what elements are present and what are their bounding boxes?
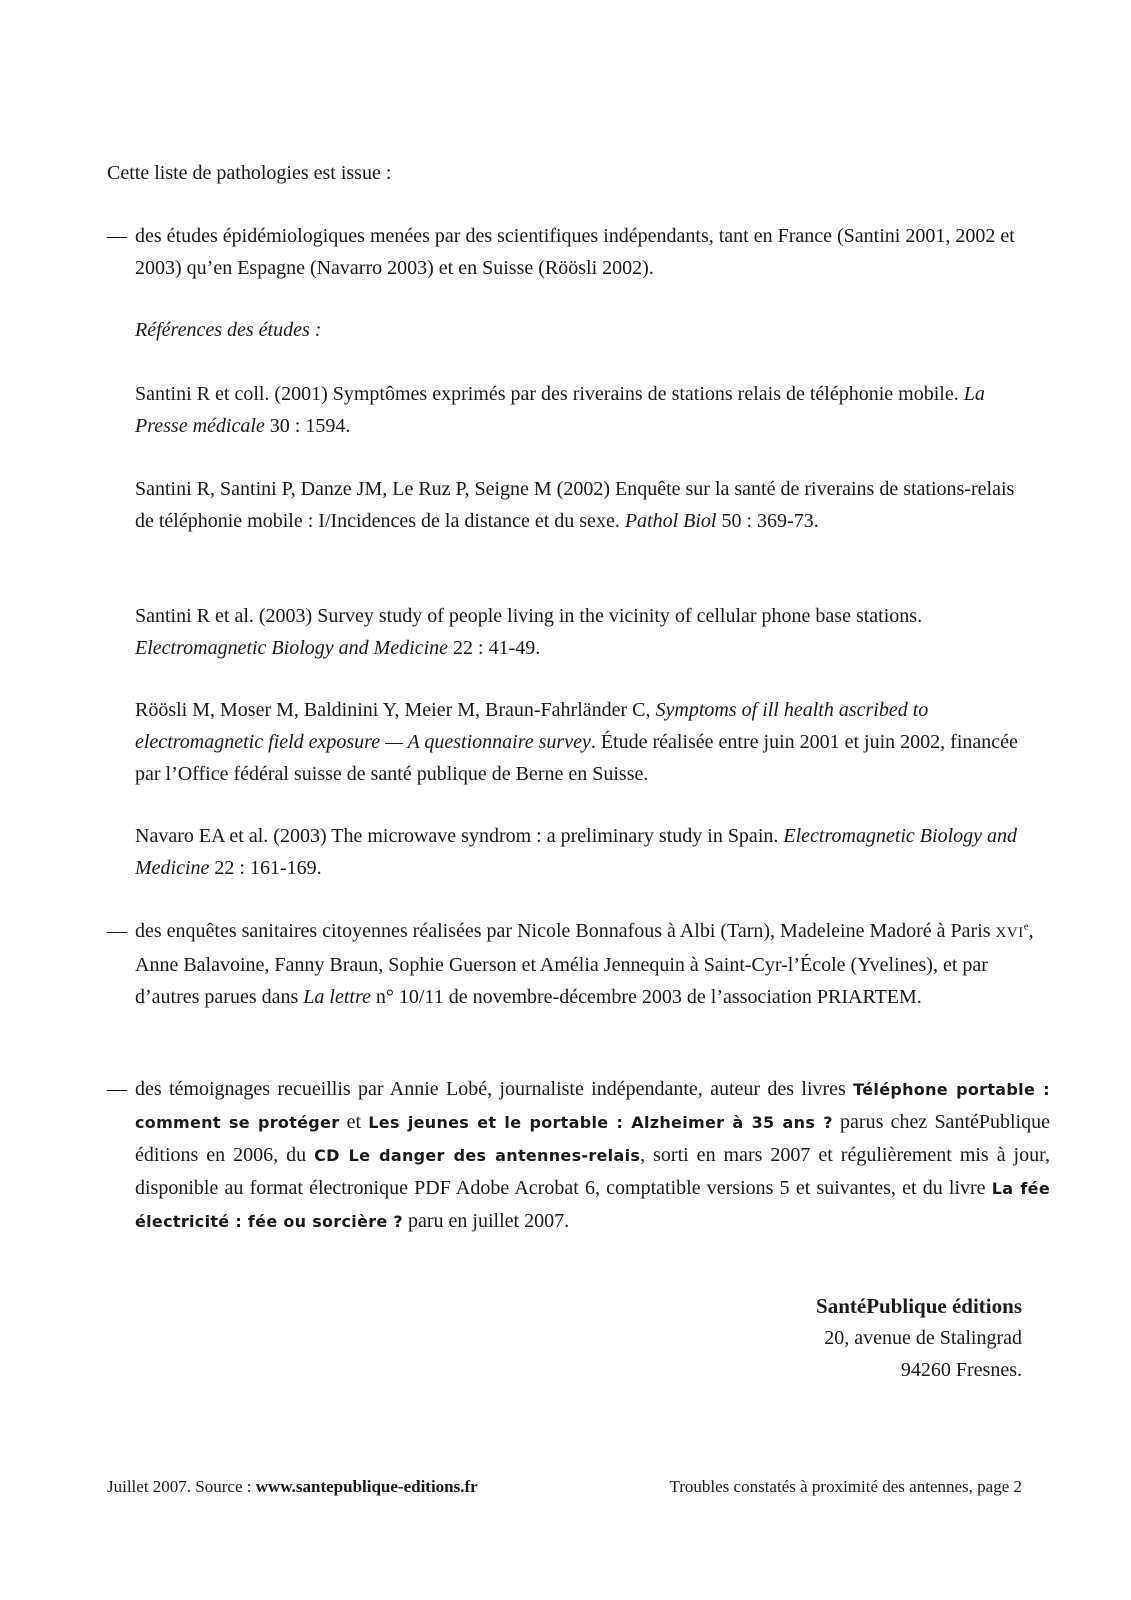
list-item-text: , Anne Balavoine, Fanny Braun, Sophie Guerson et Amélia Jennequin à Saint-Cyr-l’École (Yvelines), et par d’autres parues dans — [135, 920, 1034, 1008]
publisher-signature — [816, 1290, 1022, 1386]
publisher-city: 94260 Fresnes. — [900, 1359, 1022, 1381]
arrondissement-numeral: XVI — [995, 925, 1024, 941]
footer-page-label: Troubles constatés à proximité des antennes, page 2 — [669, 1477, 1022, 1496]
arrondissement-superscript: e — [1023, 920, 1029, 933]
dash: — — [107, 225, 127, 247]
footer-prefix: Juillet 2007. Source : — [107, 1477, 256, 1496]
dash: — — [107, 920, 127, 942]
page-footer — [107, 1475, 1022, 1499]
list-item-studies — [107, 220, 1050, 284]
list-item-text: et — [339, 1111, 369, 1133]
reference-volume: 30 : 1594. — [264, 415, 351, 437]
list-item-text: des enquêtes sanitaires citoyennes réalisées par Nicole Bonnafous à Albi (Tarn), Madeleine Madoré à Paris — [135, 920, 996, 942]
book-title: Téléphone portable : comment se protéger — [135, 1080, 1050, 1132]
book-title: La fée électricité : fée ou sorcière ? — [135, 1179, 1050, 1231]
reference-santini-2002 — [135, 473, 1025, 537]
reference-journal: Electromagnetic Biology and Medicine — [135, 825, 1018, 879]
reference-text: Röösli M, Moser M, Baldinini Y, Meier M, Braun-Fahrländer C, — [135, 699, 656, 721]
reference-details: . Étude réalisée entre juin 2001 et juin 2002, financée par l’Office fédéral suisse de santé publique de Berne en Suisse. — [135, 731, 1018, 785]
book-title: Les jeunes et le portable : Alzheimer à 35 ans ? — [368, 1113, 833, 1132]
list-item-studies-text: des études épidémiologiques menées par des scientifiques indépendants, tant en France (Santini 2001, 2002 et 2003) qu’en Espagne (Navarro 2003) et en Suisse (Röösli 2002). — [135, 225, 1015, 279]
publisher-street: 20, avenue de Stalingrad — [824, 1327, 1022, 1349]
reference-santini-2003 — [135, 600, 1025, 664]
reference-text: Navaro EA et al. (2003) The microwave syndrom : a preliminary study in Spain. — [135, 825, 784, 847]
dash: — — [107, 1078, 127, 1100]
list-item-text: , sorti en mars 2007 et régulièrement mis à jour, disponible au format électronique PDF Adobe Acrobat 6, comptatible versions 5 et suivantes, et du livre — [135, 1144, 1050, 1199]
reference-journal: Electromagnetic Biology and Medicine — [135, 637, 449, 659]
reference-santini-2001 — [135, 378, 1025, 442]
cd-title: CD Le danger des antennes-relais — [314, 1146, 641, 1165]
reference-title: Symptoms of ill health ascribed to electromagnetic field exposure — A questionnaire survey — [135, 699, 929, 753]
references-heading — [135, 314, 1025, 346]
reference-volume: 50 : 369-73. — [716, 510, 819, 532]
list-item-surveys — [107, 915, 1050, 1013]
reference-roosli-2002 — [135, 694, 1025, 790]
references-heading-text: Références des études : — [135, 319, 322, 341]
reference-volume: 22 : 41-49. — [448, 637, 541, 659]
list-item-text: paru en juillet 2007. — [403, 1210, 570, 1232]
reference-journal: Pathol Biol — [624, 510, 717, 532]
intro-text: Cette liste de pathologies est issue : — [107, 162, 392, 184]
reference-text: Santini R et coll. (2001) Symptômes exprimés par des riverains de stations relais de téléphonie mobile. — [135, 383, 964, 405]
list-item-text: des témoignages recueillis par Annie Lobé, journaliste indépendante, auteur des livres — [135, 1078, 854, 1100]
list-item-testimonies — [107, 1073, 1050, 1238]
reference-navaro-2003 — [135, 820, 1025, 884]
reference-volume: 22 : 161-169. — [209, 857, 322, 879]
publication-title: La lettre — [303, 986, 371, 1008]
reference-text: Santini R et al. (2003) Survey study of people living in the vicinity of cellular phone base stations. — [135, 605, 923, 627]
publisher-name: SantéPublique éditions — [816, 1294, 1022, 1318]
footer-source — [107, 1475, 478, 1499]
reference-journal: La Presse médicale — [135, 383, 985, 437]
list-item-text: n° 10/11 de novembre-décembre 2003 de l’association PRIARTEM. — [370, 986, 922, 1008]
reference-text: Santini R, Santini P, Danze JM, Le Ruz P, Seigne M (2002) Enquête sur la santé de riverains de stations-relais de téléphonie mobile : I/Incidences de la distance et du sexe. — [135, 478, 1015, 532]
footer-url: www.santepublique-editions.fr — [255, 1477, 478, 1496]
list-item-text: parus chez SantéPublique éditions en 2006, du — [135, 1111, 1050, 1166]
